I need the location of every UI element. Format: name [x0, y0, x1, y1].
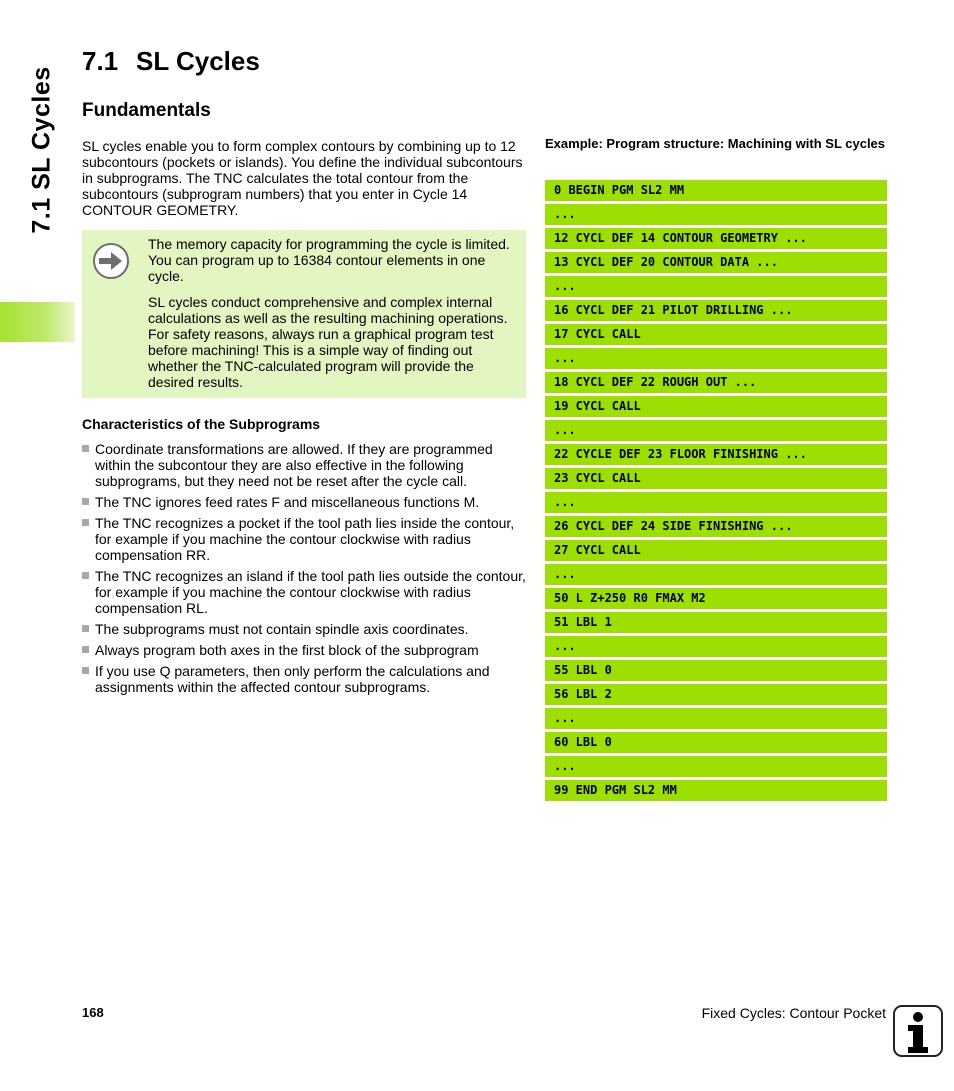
- code-line: 13 CYCL DEF 20 CONTOUR DATA ...: [545, 252, 887, 273]
- note-paragraph: SL cycles conduct comprehensive and complex internal calculations as well as the resulting machining operations. For safety reasons, always run a graphical program test before machining! This is a simple way of finding out whether the TNC-calculated program will provide the desired results.: [148, 294, 508, 390]
- code-line: 0 BEGIN PGM SL2 MM: [545, 180, 887, 201]
- list-item: The TNC ignores feed rates F and miscellaneous functions M.: [82, 494, 527, 510]
- code-line: 27 CYCL CALL: [545, 540, 887, 561]
- code-line: ...: [545, 708, 887, 729]
- chapter-tab-marker: [0, 302, 75, 342]
- list-item: Always program both axes in the first block of the subprogram: [82, 642, 527, 658]
- code-line: 17 CYCL CALL: [545, 324, 887, 345]
- note-box: [82, 230, 526, 398]
- code-line: 99 END PGM SL2 MM: [545, 780, 887, 801]
- note-paragraph: The memory capacity for programming the cycle is limited. You can program up to 16384 contour elements in one cycle.: [148, 236, 510, 284]
- example-title: Example: Program structure: Machining with SL cycles: [545, 136, 886, 151]
- list-item: If you use Q parameters, then only perform the calculations and assignments within the affected contour subprograms.: [82, 663, 527, 695]
- code-line: 60 LBL 0: [545, 732, 887, 753]
- code-line: 55 LBL 0: [545, 660, 887, 681]
- code-line: ...: [545, 204, 887, 225]
- code-line: 56 LBL 2: [545, 684, 887, 705]
- list-item: The TNC recognizes an island if the tool path lies outside the contour, for example if you machine the contour clockwise with radius compensation RL.: [82, 568, 527, 616]
- arrow-right-icon: [92, 242, 130, 280]
- code-line: 22 CYCLE DEF 23 FLOOR FINISHING ...: [545, 444, 887, 465]
- code-line: ...: [545, 276, 887, 297]
- list-item: The subprograms must not contain spindle axis coordinates.: [82, 621, 527, 637]
- code-line: 51 LBL 1: [545, 612, 887, 633]
- code-line: 12 CYCL DEF 14 CONTOUR GEOMETRY ...: [545, 228, 887, 249]
- characteristics-heading: Characteristics of the Subprograms: [82, 416, 321, 432]
- code-line: 23 CYCL CALL: [545, 468, 887, 489]
- code-line: ...: [545, 564, 887, 585]
- chapter-number: 7.1: [82, 46, 119, 76]
- code-line: 18 CYCL DEF 22 ROUGH OUT ...: [545, 372, 887, 393]
- code-line: ...: [545, 348, 887, 369]
- code-line: ...: [545, 636, 887, 657]
- list-item: The TNC recognizes a pocket if the tool path lies inside the contour, for example if you machine the contour clockwise with radius compensation RR.: [82, 515, 527, 563]
- page-number: 168: [82, 1005, 104, 1020]
- info-icon: [893, 1005, 943, 1057]
- code-line: 50 L Z+250 R0 FMAX M2: [545, 588, 887, 609]
- characteristics-list: [82, 441, 527, 700]
- section-title: Fundamentals: [82, 100, 211, 121]
- sidebar-chapter-label: [16, 60, 68, 240]
- code-line: ...: [545, 756, 887, 777]
- footer-chapter-title: Fixed Cycles: Contour Pocket: [701, 1005, 886, 1021]
- chapter-title: [82, 46, 260, 77]
- sidebar-chapter-label-text: 7.1 SL Cycles: [27, 66, 56, 234]
- note-text: [148, 236, 522, 400]
- code-line: 16 CYCL DEF 21 PILOT DRILLING ...: [545, 300, 887, 321]
- code-line: 26 CYCL DEF 24 SIDE FINISHING ...: [545, 516, 887, 537]
- code-line: ...: [545, 492, 887, 513]
- list-item: Coordinate transformations are allowed. If they are programmed within the subcontour they are also effective in the following subprograms, but they need not be reset after the cycle call.: [82, 441, 527, 489]
- intro-paragraph: SL cycles enable you to form complex contours by combining up to 12 subcontours (pockets or islands). You define the individual subcontours in subprograms. The TNC calculates the total contour from the subcontours (subprogram numbers) that you enter in Cycle 14 CONTOUR GEOMETRY.: [82, 138, 523, 218]
- code-line: ...: [545, 420, 887, 441]
- code-listing: [545, 180, 887, 804]
- code-line: 19 CYCL CALL: [545, 396, 887, 417]
- chapter-name: SL Cycles: [136, 46, 260, 76]
